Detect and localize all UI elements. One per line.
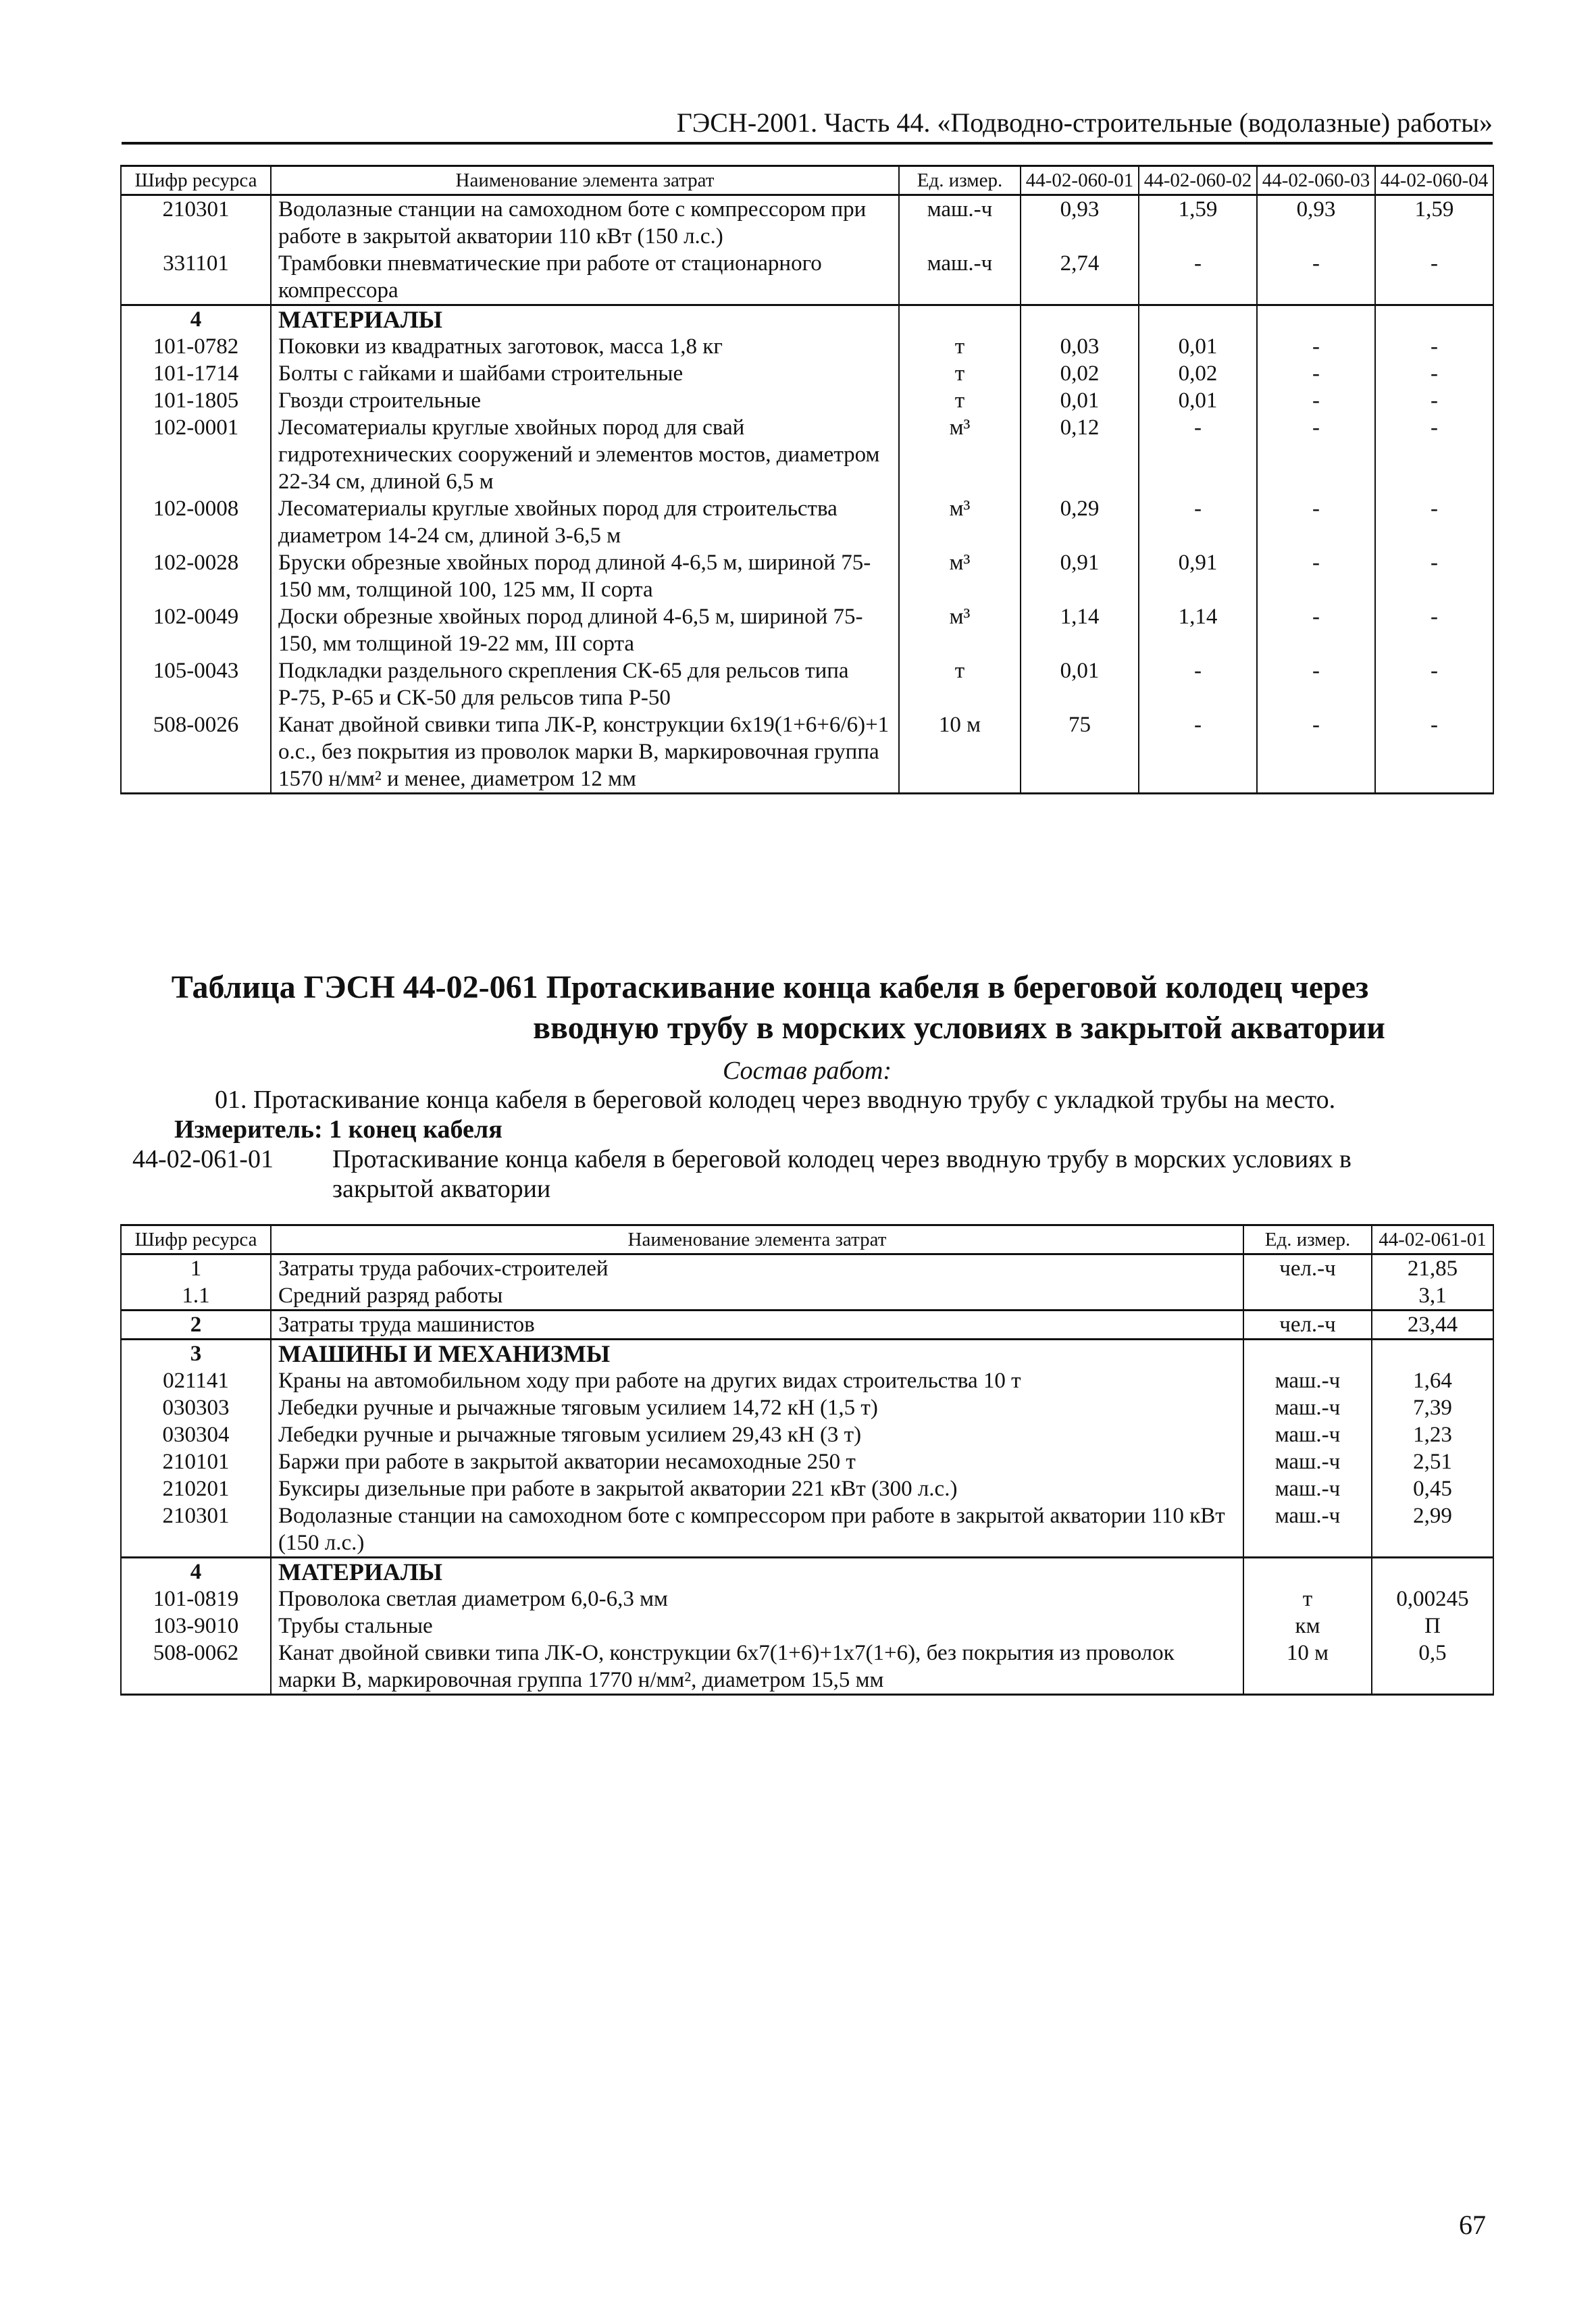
value-col-1: 1,14	[1021, 603, 1139, 657]
resource-code: 101-0819	[121, 1585, 271, 1612]
value-col-4: -	[1375, 603, 1493, 657]
resource-code: 102-0028	[121, 549, 271, 603]
resource-code: 101-1714	[121, 360, 271, 387]
resource-name: Бруски обрезные хвойных пород длиной 4-6,5 м, шириной 75-150 мм, толщиной 100, 125 мм, II сорта	[271, 549, 899, 603]
table-row	[121, 414, 1493, 495]
table-title	[122, 967, 1418, 1048]
resource-name: Затраты труда машинистов	[271, 1311, 1243, 1340]
value-col-1: 0,45	[1372, 1475, 1493, 1502]
resource-unit: маш.-ч	[1243, 1448, 1372, 1475]
value-col-3: -	[1257, 387, 1375, 414]
section-code: 3	[121, 1340, 271, 1368]
resource-code: 508-0062	[121, 1640, 271, 1695]
header-unit: Ед. измер.	[1243, 1225, 1372, 1254]
resource-code: 030304	[121, 1421, 271, 1448]
resource-unit: чел.-ч	[1243, 1254, 1372, 1283]
resource-name: Водолазные станции на самоходном боте с компрессором при работе в закрытой акватории 110 кВт (150 л.с.)	[271, 195, 899, 251]
value-col-2: -	[1139, 495, 1257, 549]
norm-code: 44-02-061-01	[132, 1145, 274, 1173]
table-row	[121, 1254, 1493, 1283]
value-col-4: -	[1375, 657, 1493, 711]
composition-caption: Состав работ:	[722, 1057, 892, 1085]
resource-name: Средний разряд работы	[271, 1282, 1243, 1311]
value-col-2: 1,14	[1139, 603, 1257, 657]
table-row	[121, 360, 1493, 387]
value-col-1: 23,44	[1372, 1311, 1493, 1340]
table-row	[121, 1612, 1493, 1640]
table-row	[121, 1585, 1493, 1612]
resource-name: Буксиры дизельные при работе в закрытой акватории 221 кВт (300 л.с.)	[271, 1475, 1243, 1502]
header-col-1: 44-02-060-01	[1021, 166, 1139, 195]
header-name: Наименование элемента затрат	[271, 166, 899, 195]
table-header-row	[121, 166, 1493, 195]
resource-name: Лебедки ручные и рычажные тяговым усилием 14,72 кН (1,5 т)	[271, 1394, 1243, 1421]
resource-code: 508-0026	[121, 711, 271, 794]
table-row	[121, 1475, 1493, 1502]
resource-code: 2	[121, 1311, 271, 1340]
resource-name: Доски обрезные хвойных пород длиной 4-6,5 м, шириной 75-150, мм толщиной 19-22 мм, III сорта	[271, 603, 899, 657]
value-col-4: -	[1375, 360, 1493, 387]
value-col-1: 0,93	[1021, 195, 1139, 251]
table-row	[121, 1448, 1493, 1475]
value-col-3: -	[1257, 495, 1375, 549]
section-title: МАШИНЫ И МЕХАНИЗМЫ	[271, 1340, 1243, 1368]
value-col-4	[1375, 305, 1493, 334]
value-col-1: 3,1	[1372, 1282, 1493, 1311]
header-code: Шифр ресурса	[121, 166, 271, 195]
resource-unit: т	[899, 360, 1021, 387]
resource-unit: маш.-ч	[1243, 1367, 1372, 1394]
value-col-1: 2,51	[1372, 1448, 1493, 1475]
resource-code: 101-0782	[121, 333, 271, 360]
resource-code: 105-0043	[121, 657, 271, 711]
value-col-3: -	[1257, 250, 1375, 305]
value-col-3: -	[1257, 549, 1375, 603]
resource-name: Канат двойной свивки типа ЛК-О, конструкции 6х7(1+6)+1х7(1+6), без покрытия из проволок марки В, маркировочная группа 1770 н/мм², диаметром 15,5 мм	[271, 1640, 1243, 1695]
value-col-1: 2,99	[1372, 1502, 1493, 1558]
resource-name: Лесоматериалы круглые хвойных пород для свай гидротехнических сооружений и элементов мостов, диаметром 22-34 см, длиной 6,5 м	[271, 414, 899, 495]
resource-unit: м³	[899, 414, 1021, 495]
value-col-3: -	[1257, 360, 1375, 387]
resource-name: Затраты труда рабочих-строителей	[271, 1254, 1243, 1283]
resource-code: 103-9010	[121, 1612, 271, 1640]
value-col-4: -	[1375, 387, 1493, 414]
section-row-materials	[121, 305, 1493, 334]
resource-unit: м³	[899, 603, 1021, 657]
table-row	[121, 657, 1493, 711]
resource-unit: маш.-ч	[899, 250, 1021, 305]
value-col-1: 21,85	[1372, 1254, 1493, 1283]
value-col-3: -	[1257, 603, 1375, 657]
resource-unit: маш.-ч	[1243, 1475, 1372, 1502]
resource-name: Болты с гайками и шайбами строительные	[271, 360, 899, 387]
value-col-4: -	[1375, 711, 1493, 794]
value-col-4: 1,59	[1375, 195, 1493, 251]
resource-code: 102-0049	[121, 603, 271, 657]
header-rule	[122, 142, 1493, 145]
running-header: ГЭСН-2001. Часть 44. «Подводно-строительные (водолазные) работы»	[676, 107, 1493, 138]
resource-unit: м³	[899, 495, 1021, 549]
value-col-1: 0,91	[1021, 549, 1139, 603]
value-col-1: 0,29	[1021, 495, 1139, 549]
table-header-row	[121, 1225, 1493, 1254]
resource-unit: т	[1243, 1585, 1372, 1612]
table-row	[121, 1367, 1493, 1394]
value-col-1: 0,12	[1021, 414, 1139, 495]
value-col-4: -	[1375, 414, 1493, 495]
resource-code: 210101	[121, 1448, 271, 1475]
table-title-line-1: Таблица ГЭСН 44-02-061 Протаскивание конца кабеля в береговой колодец через	[171, 969, 1369, 1005]
value-col-1: П	[1372, 1612, 1493, 1640]
resource-unit: маш.-ч	[1243, 1421, 1372, 1448]
resource-name: Лебедки ручные и рычажные тяговым усилием 29,43 кН (3 т)	[271, 1421, 1243, 1448]
resource-name: Водолазные станции на самоходном боте с компрессором при работе в закрытой акватории 110 кВт (150 л.с.)	[271, 1502, 1243, 1558]
value-col-4: -	[1375, 495, 1493, 549]
value-col-1	[1372, 1340, 1493, 1368]
value-col-1: 0,5	[1372, 1640, 1493, 1695]
value-col-3: -	[1257, 414, 1375, 495]
table-row	[121, 1640, 1493, 1695]
resource-code: 1.1	[121, 1282, 271, 1311]
value-col-3: -	[1257, 333, 1375, 360]
resource-name: Поковки из квадратных заготовок, масса 1,8 кг	[271, 333, 899, 360]
section-title: МАТЕРИАЛЫ	[271, 305, 899, 334]
resource-code: 210301	[121, 1502, 271, 1558]
resource-unit: маш.-ч	[1243, 1502, 1372, 1558]
value-col-4: -	[1375, 549, 1493, 603]
resource-unit: маш.-ч	[899, 195, 1021, 251]
resource-unit: м³	[899, 549, 1021, 603]
resource-code: 331101	[121, 250, 271, 305]
value-col-1: 0,01	[1021, 657, 1139, 711]
resource-unit: 10 м	[1243, 1640, 1372, 1695]
value-col-2: 0,02	[1139, 360, 1257, 387]
table-row	[121, 1311, 1493, 1340]
resource-code: 021141	[121, 1367, 271, 1394]
resource-unit: 10 м	[899, 711, 1021, 794]
header-col-3: 44-02-060-03	[1257, 166, 1375, 195]
table-row	[121, 195, 1493, 251]
table-row	[121, 333, 1493, 360]
resource-code: 030303	[121, 1394, 271, 1421]
resource-name: Лесоматериалы круглые хвойных пород для строительства диаметром 14-24 см, длиной 3-6,5 м	[271, 495, 899, 549]
resource-unit	[1243, 1340, 1372, 1368]
value-col-2: -	[1139, 250, 1257, 305]
table-row	[121, 549, 1493, 603]
resource-name: Подкладки раздельного скрепления СК-65 для рельсов типа Р-75, Р-65 и СК-50 для рельсов типа Р-50	[271, 657, 899, 711]
resource-name: Гвозди строительные	[271, 387, 899, 414]
resource-unit: чел.-ч	[1243, 1311, 1372, 1340]
header-col-4: 44-02-060-04	[1375, 166, 1493, 195]
value-col-1: 1,64	[1372, 1367, 1493, 1394]
value-col-2: 1,59	[1139, 195, 1257, 251]
value-col-4: -	[1375, 250, 1493, 305]
resource-code: 101-1805	[121, 387, 271, 414]
value-col-1	[1372, 1558, 1493, 1586]
value-col-4: -	[1375, 333, 1493, 360]
resource-name: Канат двойной свивки типа ЛК-Р, конструкции 6х19(1+6+6/6)+1 о.с., без покрытия из проволок марки В, маркировочная группа 1570 н/мм² и менее, диаметром 12 мм	[271, 711, 899, 794]
value-col-1: 0,00245	[1372, 1585, 1493, 1612]
table-row	[121, 495, 1493, 549]
value-col-2: -	[1139, 711, 1257, 794]
norm-description: Протаскивание конца кабеля в береговой колодец через вводную трубу в морских условиях в закрытой акватории	[332, 1145, 1352, 1203]
section-title: МАТЕРИАЛЫ	[271, 1558, 1243, 1586]
section-row-machines	[121, 1340, 1493, 1368]
resource-name: Трамбовки пневматические при работе от стационарного компрессора	[271, 250, 899, 305]
table-row	[121, 250, 1493, 305]
value-col-1: 7,39	[1372, 1394, 1493, 1421]
value-col-2: 0,91	[1139, 549, 1257, 603]
value-col-3: -	[1257, 711, 1375, 794]
resource-name: Краны на автомобильном ходу при работе на других видах строительства 10 т	[271, 1367, 1243, 1394]
resource-name: Трубы стальные	[271, 1612, 1243, 1640]
resource-table-060	[120, 165, 1494, 794]
header-unit: Ед. измер.	[899, 166, 1021, 195]
value-col-1: 0,03	[1021, 333, 1139, 360]
resource-code: 1	[121, 1254, 271, 1283]
table-row	[121, 1421, 1493, 1448]
value-col-3: 0,93	[1257, 195, 1375, 251]
resource-unit: т	[899, 387, 1021, 414]
resource-name: Баржи при работе в закрытой акватории несамоходные 250 т	[271, 1448, 1243, 1475]
resource-unit: т	[899, 333, 1021, 360]
table-title-line-2: вводную трубу в морских условиях в закрытой акватории	[533, 1010, 1385, 1046]
work-item: 01. Протаскивание конца кабеля в береговой колодец через вводную трубу с укладкой трубы на место.	[215, 1086, 1336, 1114]
resource-name: Проволока светлая диаметром 6,0-6,3 мм	[271, 1585, 1243, 1612]
header-code: Шифр ресурса	[121, 1225, 271, 1254]
table-row	[121, 711, 1493, 794]
value-col-1: 1,23	[1372, 1421, 1493, 1448]
resource-table-061	[120, 1224, 1494, 1696]
table-row	[121, 1394, 1493, 1421]
value-col-1: 0,02	[1021, 360, 1139, 387]
value-col-2: 0,01	[1139, 333, 1257, 360]
resource-unit: маш.-ч	[1243, 1394, 1372, 1421]
page-number: 67	[1459, 2210, 1486, 2240]
table-row	[121, 387, 1493, 414]
value-col-1: 0,01	[1021, 387, 1139, 414]
meter-label: Измеритель: 1 конец кабеля	[174, 1115, 503, 1144]
value-col-1	[1021, 305, 1139, 334]
resource-unit: т	[899, 657, 1021, 711]
resource-code: 210201	[121, 1475, 271, 1502]
resource-code: 102-0001	[121, 414, 271, 495]
table-row	[121, 603, 1493, 657]
value-col-3	[1257, 305, 1375, 334]
resource-code: 210301	[121, 195, 271, 251]
header-name: Наименование элемента затрат	[271, 1225, 1243, 1254]
section-row-materials	[121, 1558, 1493, 1586]
value-col-2	[1139, 305, 1257, 334]
value-col-3: -	[1257, 657, 1375, 711]
section-code: 4	[121, 1558, 271, 1586]
value-col-2: 0,01	[1139, 387, 1257, 414]
value-col-1: 2,74	[1021, 250, 1139, 305]
resource-unit	[1243, 1558, 1372, 1586]
header-col-2: 44-02-060-02	[1139, 166, 1257, 195]
section-code: 4	[121, 305, 271, 334]
table-row	[121, 1282, 1493, 1311]
resource-unit	[1243, 1282, 1372, 1311]
header-col-1: 44-02-061-01	[1372, 1225, 1493, 1254]
table-row	[121, 1502, 1493, 1558]
value-col-2: -	[1139, 414, 1257, 495]
value-col-2: -	[1139, 657, 1257, 711]
resource-code: 102-0008	[121, 495, 271, 549]
resource-unit: км	[1243, 1612, 1372, 1640]
value-col-1: 75	[1021, 711, 1139, 794]
resource-unit	[899, 305, 1021, 334]
